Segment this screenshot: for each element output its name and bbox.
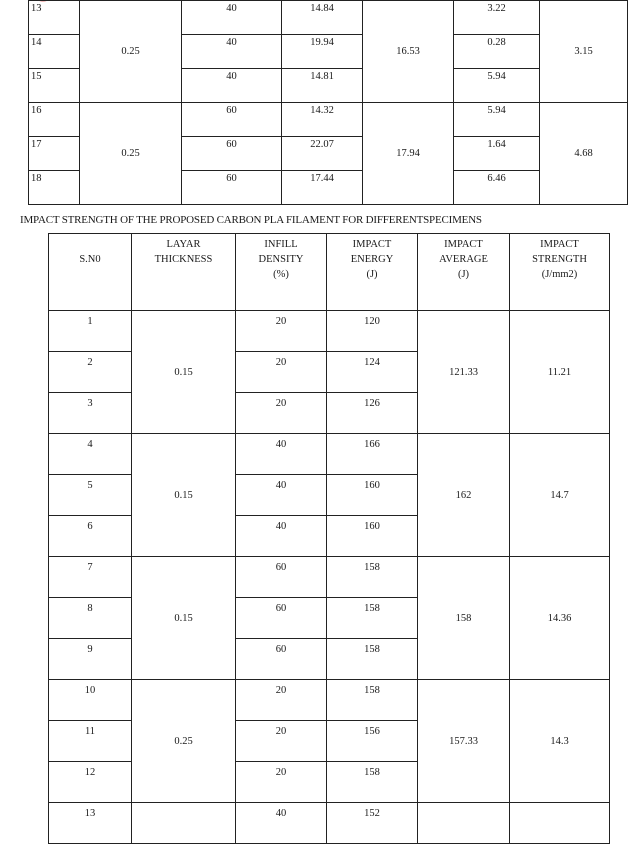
sno-cell: 13 xyxy=(49,803,132,844)
sno-cell: 6 xyxy=(49,516,132,557)
header-average-line1: IMPACT xyxy=(444,239,483,250)
layer-cell: 0.25 xyxy=(80,103,182,205)
header-average-line2: AVERAGE xyxy=(439,254,488,265)
header-average-line3: (J) xyxy=(457,269,470,280)
header-layer-line1: LAYAR xyxy=(166,239,201,250)
sno-cell: 18 xyxy=(29,171,80,205)
energy-cell: 156 xyxy=(327,721,418,762)
average-cell: 162 xyxy=(418,434,510,557)
sno-cell: 13 xyxy=(29,1,80,35)
infill-cell: 20 xyxy=(236,680,327,721)
energy-cell: 22.07 xyxy=(282,137,363,171)
table-row xyxy=(49,557,610,598)
energy-cell: 166 xyxy=(327,434,418,475)
header-energy-line2: ENERGY xyxy=(350,254,394,265)
infill-cell: 20 xyxy=(236,311,327,352)
header-energy xyxy=(327,234,418,311)
sno-cell: 14 xyxy=(29,35,80,69)
energy-cell: 158 xyxy=(327,762,418,803)
header-strength-line2: STRENGTH xyxy=(532,254,587,265)
energy-cell: 126 xyxy=(327,393,418,434)
impact-cell: 0.28 xyxy=(454,35,540,69)
strength-cell: 14.3 xyxy=(510,680,610,803)
sno-cell: 17 xyxy=(29,137,80,171)
header-sno: S.N0 xyxy=(49,234,132,311)
energy-cell: 158 xyxy=(327,680,418,721)
strength-cell: 4.68 xyxy=(540,103,628,205)
infill-cell: 60 xyxy=(236,639,327,680)
sno-cell: 8 xyxy=(49,598,132,639)
infill-cell: 40 xyxy=(236,434,327,475)
table-header-row xyxy=(49,234,610,311)
header-layer xyxy=(132,234,236,311)
impact-cell: 6.46 xyxy=(454,171,540,205)
sno-cell: 11 xyxy=(49,721,132,762)
layer-cell xyxy=(132,803,236,844)
header-average xyxy=(418,234,510,311)
sno-cell: 15 xyxy=(29,69,80,103)
header-energy-line3: (J) xyxy=(366,269,378,280)
table-previous-results xyxy=(28,0,628,205)
energy-cell: 158 xyxy=(327,598,418,639)
sno-cell: 2 xyxy=(49,352,132,393)
impact-cell: 5.94 xyxy=(454,103,540,137)
infill-cell: 60 xyxy=(182,171,282,205)
energy-cell: 14.81 xyxy=(282,69,363,103)
energy-cell: 158 xyxy=(327,639,418,680)
sno-cell: 4 xyxy=(49,434,132,475)
average-cell: 157.33 xyxy=(418,680,510,803)
table-impact-strength xyxy=(48,233,610,844)
header-infill-line1: INFILL xyxy=(264,239,298,250)
header-strength-line1: IMPACT xyxy=(540,239,579,250)
infill-cell: 60 xyxy=(182,137,282,171)
infill-cell: 40 xyxy=(182,69,282,103)
infill-cell: 20 xyxy=(236,393,327,434)
sno-cell: 10 xyxy=(49,680,132,721)
header-infill-line3: (%) xyxy=(273,269,289,280)
table-row xyxy=(49,803,610,844)
strength-cell: 3.15 xyxy=(540,1,628,103)
infill-cell: 20 xyxy=(236,352,327,393)
sno-cell: 5 xyxy=(49,475,132,516)
layer-cell: 0.25 xyxy=(80,1,182,103)
infill-cell: 60 xyxy=(182,103,282,137)
sno-cell: 7 xyxy=(49,557,132,598)
average-cell: 16.53 xyxy=(363,1,454,103)
infill-cell: 20 xyxy=(236,721,327,762)
energy-cell: 14.84 xyxy=(282,1,363,35)
strength-cell: 11.21 xyxy=(510,311,610,434)
sno-cell: 12 xyxy=(49,762,132,803)
energy-cell: 14.32 xyxy=(282,103,363,137)
table-row xyxy=(49,680,610,721)
infill-cell: 60 xyxy=(236,557,327,598)
table-row xyxy=(29,103,628,137)
layer-cell: 0.15 xyxy=(132,311,236,434)
sno-cell: 9 xyxy=(49,639,132,680)
infill-cell: 20 xyxy=(236,762,327,803)
infill-cell: 40 xyxy=(236,803,327,844)
header-infill xyxy=(236,234,327,311)
average-cell: 158 xyxy=(418,557,510,680)
infill-cell: 40 xyxy=(236,516,327,557)
energy-cell: 152 xyxy=(327,803,418,844)
table-row xyxy=(49,311,610,352)
header-energy-line1: IMPACT xyxy=(352,239,392,250)
infill-cell: 40 xyxy=(182,1,282,35)
energy-cell: 160 xyxy=(327,516,418,557)
sno-cell: 16 xyxy=(29,103,80,137)
strength-cell xyxy=(510,803,610,844)
header-strength-line3: (J/mm2) xyxy=(541,269,578,280)
table-row xyxy=(49,434,610,475)
sno-cell: 3 xyxy=(49,393,132,434)
infill-cell: 40 xyxy=(182,35,282,69)
energy-cell: 124 xyxy=(327,352,418,393)
impact-cell: 1.64 xyxy=(454,137,540,171)
impact-cell: 5.94 xyxy=(454,69,540,103)
infill-cell: 40 xyxy=(236,475,327,516)
layer-cell: 0.15 xyxy=(132,434,236,557)
layer-cell: 0.25 xyxy=(132,680,236,803)
energy-cell: 120 xyxy=(327,311,418,352)
energy-cell: 19.94 xyxy=(282,35,363,69)
layer-cell: 0.15 xyxy=(132,557,236,680)
strength-cell: 14.36 xyxy=(510,557,610,680)
header-infill-line2: DENSITY xyxy=(258,254,304,265)
average-cell: 17.94 xyxy=(363,103,454,205)
strength-cell: 14.7 xyxy=(510,434,610,557)
table-caption: IMPACT STRENGTH OF THE PROPOSED CARBON PLA FILAMENT FOR DIFFERENTSPECIMENS xyxy=(20,214,482,226)
table-row xyxy=(29,1,628,35)
impact-cell: 3.22 xyxy=(454,1,540,35)
average-cell: 121.33 xyxy=(418,311,510,434)
header-layer-line2: THICKNESS xyxy=(154,254,213,265)
infill-cell: 60 xyxy=(236,598,327,639)
energy-cell: 17.44 xyxy=(282,171,363,205)
energy-cell: 158 xyxy=(327,557,418,598)
average-cell xyxy=(418,803,510,844)
header-strength xyxy=(510,234,610,311)
sno-cell: 1 xyxy=(49,311,132,352)
energy-cell: 160 xyxy=(327,475,418,516)
